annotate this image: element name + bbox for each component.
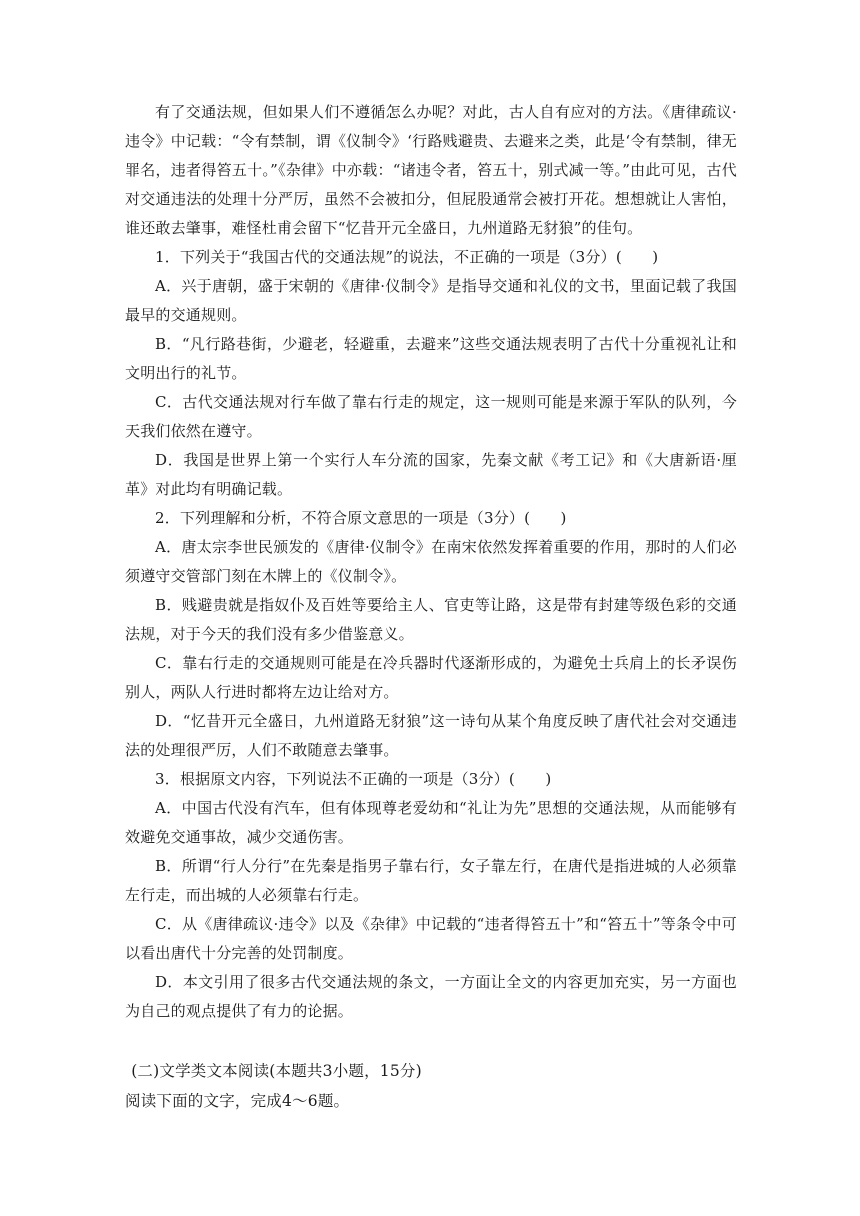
question-stem: 1．下列关于“我国古代的交通法规”的说法，不正确的一项是（3分）( ) [155, 248, 659, 266]
option-d: D．“忆昔开元全盛日，九州道路无豺狼”这一诗句从某个角度反映了唐代社会对交通违法的处理很严厉，人们不敢随意去肇事。 [125, 712, 737, 759]
option-c: C．靠右行走的交通规则可能是在冷兵器时代逐渐形成的，为避免士兵肩上的长矛误伤别人，两队人行进时都将左边让给对方。 [125, 654, 737, 701]
document-content [125, 98, 737, 1026]
option-b: B．贱避贵就是指奴仆及百姓等要给主人、官吏等让路，这是带有封建等级色彩的交通法规，对于今天的我们没有多少借鉴意义。 [125, 596, 737, 643]
option-d: D．我国是世界上第一个实行人车分流的国家，先秦文献《考工记》和《大唐新语·厘革》对此均有明确记载。 [125, 451, 737, 498]
question-1 [125, 243, 737, 504]
option-d: D．本文引用了很多古代交通法规的条文，一方面让全文的内容更加充实，另一方面也为自己的观点提供了有力的论据。 [125, 973, 737, 1020]
option-c: C．从《唐律疏议·违令》以及《杂律》中记载的“违者得笞五十”和“笞五十”等条令中可以看出唐代十分完善的处罚制度。 [125, 915, 737, 962]
section-instruction: 阅读下面的文字，完成4～6题。 [125, 1092, 350, 1110]
option-c: C．古代交通法规对行车做了靠右行走的规定，这一规则可能是来源于军队的队列，今天我们依然在遵守。 [125, 393, 737, 440]
question-3 [125, 765, 737, 1026]
option-b: B．所谓“行人分行”在先秦是指男子靠右行，女子靠左行，在唐代是指进城的人必须靠左行走，而出城的人必须靠右行走。 [125, 857, 737, 904]
question-stem: 3．根据原文内容，下列说法不正确的一项是（3分）( ) [155, 770, 552, 788]
option-a: A．唐太宗李世民颁发的《唐律·仪制令》在南宋依然发挥着重要的作用，那时的人们必须遵守交管部门刻在木牌上的《仪制令》。 [125, 538, 737, 585]
option-b: B．“凡行路巷街，少避老，轻避重，去避来”这些交通法规表明了古代十分重视礼让和文明出行的礼节。 [125, 335, 737, 382]
question-stem: 2．下列理解和分析，不符合原文意思的一项是（3分）( ) [155, 509, 567, 527]
option-a: A．中国古代没有汽车，但有体现尊老爱幼和“礼让为先”思想的交通法规，从而能够有效避免交通事故，减少交通伤害。 [125, 799, 737, 846]
section-block [125, 1052, 737, 1116]
option-a: A．兴于唐朝，盛于宋朝的《唐律·仪制令》是指导交通和礼仪的文书，里面记载了我国最早的交通规则。 [125, 277, 737, 324]
question-2 [125, 504, 737, 765]
passage-paragraph: 有了交通法规，但如果人们不遵循怎么办呢？对此，古人自有应对的方法。《唐律疏议·违令》中记载：“令有禁制，谓《仪制令》‘行路贱避贵、去避来之类，此是‘令有禁制，律无罪名，违者得笞五十。”《杂律》中亦载：“诸违令者，笞五十，别式减一等。”由此可见，古代对交通违法的处理十分严厉，虽然不会被扣分，但屁股通常会被打开花。想想就让人害怕，谁还敢去肇事，难怪杜甫会留下“忆昔开元全盛日，九州道路无豺狼”的佳句。 [125, 103, 737, 237]
section-heading: (二)文学类文本阅读(本题共3小题，15分) [131, 1062, 422, 1080]
